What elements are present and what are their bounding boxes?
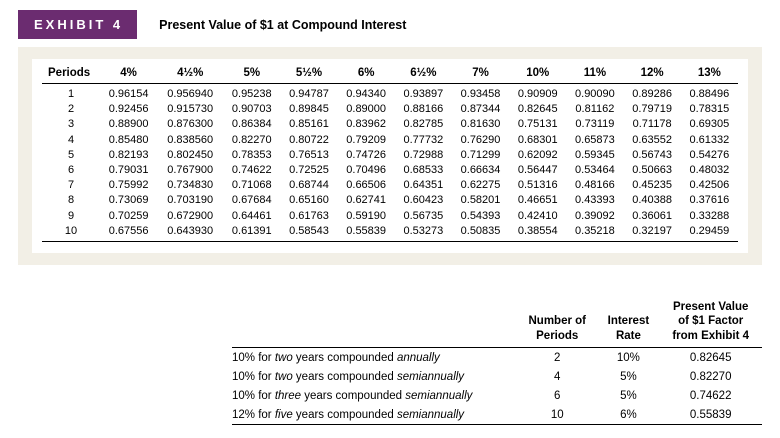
- pv-cell: 0.88166: [403, 103, 444, 116]
- pv-cell: 0.82270: [231, 133, 272, 146]
- pv-cell: 0.79209: [346, 133, 387, 146]
- pv-cell: 0.71299: [460, 148, 501, 161]
- table-row: [42, 178, 738, 193]
- pv-cell: 0.42506: [689, 179, 730, 192]
- pv-col-header-13: 13%: [681, 65, 738, 84]
- pv-cell: 0.35218: [566, 223, 623, 241]
- pv-cell: 0.64351: [403, 179, 444, 192]
- pv-cell: 0.39092: [575, 209, 615, 222]
- pv-cell: 0.78315: [689, 103, 730, 116]
- summary-rate: 5%: [620, 389, 637, 402]
- pv-period: 1: [67, 88, 75, 100]
- pv-cell: 0.54393: [460, 209, 501, 222]
- desc-pre: 10% for: [232, 351, 275, 364]
- desc-mid: years compounded: [301, 389, 406, 402]
- present-value-table: [42, 65, 738, 242]
- desc-emphasis-2: semiannually: [405, 389, 473, 402]
- pv-cell: 0.71068: [231, 179, 272, 192]
- pv-table-body: [42, 84, 738, 242]
- summary-col-header-rate: [597, 300, 659, 348]
- pv-cell: 0.36061: [632, 209, 672, 222]
- pv-cell: 0.876300: [167, 118, 214, 131]
- pv-cell: 0.61332: [689, 133, 730, 146]
- pv-col-header-5-5: 5½%: [280, 65, 337, 84]
- pv-cell: 0.51316: [517, 179, 558, 192]
- pv-cell: 0.37616: [689, 194, 730, 207]
- pv-cell: 0.77732: [403, 133, 444, 146]
- exhibit-header: [18, 10, 406, 39]
- pv-cell: 0.72525: [289, 163, 329, 176]
- pv-cell: 0.73069: [108, 194, 149, 207]
- summary-factor: 0.55839: [659, 405, 762, 425]
- pv-cell: 0.89845: [289, 103, 329, 116]
- pv-cell: 0.65873: [575, 133, 615, 146]
- pv-cell: 0.50663: [632, 163, 672, 176]
- table-row: [42, 102, 738, 117]
- table-row: [42, 193, 738, 208]
- factor-head-line2: of $1 Factor: [678, 315, 744, 328]
- pv-cell: 0.74726: [346, 148, 387, 161]
- periods-head-line2: Periods: [536, 329, 579, 342]
- summary-rate: 10%: [616, 351, 640, 364]
- summary-description: [232, 386, 517, 405]
- pv-cell: 0.45235: [632, 179, 672, 192]
- pv-col-header-4: 4%: [100, 65, 157, 84]
- pv-cell: 0.83962: [346, 118, 387, 131]
- table-row: [42, 84, 738, 102]
- table-row: [42, 208, 738, 223]
- pv-cell: 0.838560: [167, 133, 214, 146]
- pv-cell: 0.94340: [346, 88, 387, 100]
- pv-cell: 0.68533: [403, 163, 444, 176]
- pv-cell: 0.50835: [452, 223, 509, 241]
- table-row: [232, 386, 762, 405]
- pv-cell: 0.82645: [517, 103, 558, 116]
- pv-period: 6: [67, 163, 75, 176]
- pv-cell: 0.55839: [338, 223, 395, 241]
- factor-head-line3: from Exhibit 4: [672, 329, 750, 342]
- pv-cell: 0.62092: [517, 148, 558, 161]
- pv-period: 9: [67, 209, 75, 222]
- pv-col-header-5: 5%: [223, 65, 280, 84]
- table-row: [232, 348, 762, 368]
- pv-cell: 0.58543: [280, 223, 337, 241]
- desc-mid: years compounded: [292, 408, 397, 421]
- desc-mid: years compounded: [292, 351, 397, 364]
- pv-cell: 0.672900: [167, 209, 214, 222]
- pv-cell: 0.59190: [346, 209, 387, 222]
- pv-cell: 0.56735: [403, 209, 444, 222]
- exhibit-badge: EXHIBIT 4: [18, 10, 137, 39]
- pv-cell: 0.81630: [460, 118, 501, 131]
- pv-cell: 0.60423: [403, 194, 444, 207]
- pv-cell: 0.90703: [231, 103, 272, 116]
- table-row: [42, 223, 738, 241]
- pv-period: 10: [42, 223, 100, 241]
- pv-col-header-10: 10%: [509, 65, 566, 84]
- pv-cell: 0.74622: [231, 163, 272, 176]
- summary-periods: 10: [517, 405, 597, 425]
- pv-cell: 0.38554: [509, 223, 566, 241]
- pv-cell: 0.76290: [460, 133, 501, 146]
- pv-cell: 0.86384: [231, 118, 272, 131]
- pv-cell: 0.82785: [403, 118, 444, 131]
- desc-emphasis-1: two: [274, 370, 293, 383]
- table-row: [232, 405, 762, 425]
- desc-emphasis-1: two: [274, 351, 293, 364]
- pv-cell: 0.90909: [517, 88, 558, 100]
- pv-cell: 0.68301: [517, 133, 558, 146]
- pv-cell: 0.88496: [689, 88, 730, 100]
- pv-cell: 0.88900: [108, 118, 149, 131]
- pv-cell: 0.90090: [575, 88, 615, 100]
- pv-cell: 0.78353: [231, 148, 272, 161]
- pv-cell: 0.54276: [689, 148, 730, 161]
- factor-head-line1: Present Value: [672, 301, 749, 313]
- pv-cell: 0.81162: [575, 103, 615, 116]
- table-row: [42, 147, 738, 162]
- compounding-summary-table: [232, 300, 762, 425]
- desc-emphasis-2: annually: [396, 351, 440, 364]
- pv-cell: 0.73119: [575, 118, 615, 131]
- summary-periods: 6: [554, 389, 561, 402]
- summary-section: [232, 300, 762, 425]
- pv-cell: 0.93897: [403, 88, 444, 100]
- pv-cell: 0.85480: [108, 133, 149, 146]
- pv-cell: 0.96154: [108, 88, 149, 100]
- pv-period: 4: [67, 133, 75, 146]
- table-row: [232, 367, 762, 386]
- pv-cell: 0.643930: [157, 223, 223, 241]
- pv-cell: 0.59345: [575, 148, 615, 161]
- pv-cell: 0.75131: [517, 118, 558, 131]
- pv-cell: 0.802450: [167, 148, 214, 161]
- pv-cell: 0.53273: [395, 223, 452, 241]
- pv-cell: 0.79031: [108, 163, 149, 176]
- summary-periods: 4: [554, 370, 561, 383]
- desc-mid: years compounded: [292, 370, 397, 383]
- pv-cell: 0.79719: [632, 103, 672, 116]
- pv-col-header-6-5: 6½%: [395, 65, 452, 84]
- pv-period: 2: [67, 103, 75, 116]
- table-row: [42, 132, 738, 147]
- desc-pre: 12% for: [232, 408, 275, 421]
- pv-cell: 0.80722: [289, 133, 329, 146]
- summary-description: [232, 348, 517, 368]
- pv-cell: 0.76513: [289, 148, 329, 161]
- pv-cell: 0.66634: [460, 163, 501, 176]
- pv-cell: 0.29459: [681, 223, 738, 241]
- periods-head-line1: Number of: [528, 315, 586, 328]
- pv-cell: 0.33288: [689, 209, 730, 222]
- desc-pre: 10% for: [232, 389, 275, 402]
- pv-cell: 0.703190: [167, 194, 214, 207]
- pv-cell: 0.48032: [689, 163, 730, 176]
- table-row: [42, 117, 738, 132]
- pv-cell: 0.40388: [632, 194, 672, 207]
- pv-col-header-7: 7%: [452, 65, 509, 84]
- pv-cell: 0.67684: [231, 194, 272, 207]
- pv-cell: 0.89286: [632, 88, 672, 100]
- pv-cell: 0.915730: [167, 103, 214, 116]
- pv-cell: 0.89000: [346, 103, 387, 116]
- pv-cell: 0.56743: [632, 148, 672, 161]
- pv-cell: 0.69305: [689, 118, 730, 131]
- pv-cell: 0.63552: [632, 133, 672, 146]
- pv-cell: 0.93458: [460, 88, 501, 100]
- pv-cell: 0.67556: [100, 223, 157, 241]
- summary-col-header-description: [232, 300, 517, 348]
- pv-col-header-11: 11%: [566, 65, 623, 84]
- pv-cell: 0.71178: [632, 118, 672, 131]
- pv-col-header-6: 6%: [338, 65, 395, 84]
- pv-period: 3: [67, 118, 75, 131]
- pv-period: 7: [67, 179, 75, 192]
- summary-header-row: [232, 300, 762, 348]
- pv-cell: 0.95238: [231, 88, 272, 100]
- table-row: [42, 162, 738, 177]
- pv-cell: 0.70496: [346, 163, 387, 176]
- pv-cell: 0.56447: [517, 163, 558, 176]
- pv-cell: 0.94787: [289, 88, 329, 100]
- pv-cell: 0.956940: [167, 88, 214, 100]
- pv-cell: 0.65160: [289, 194, 329, 207]
- desc-emphasis-1: three: [274, 389, 302, 402]
- pv-cell: 0.32197: [624, 223, 681, 241]
- pv-table-container: [32, 59, 748, 253]
- summary-factor: 0.82645: [689, 351, 732, 364]
- pv-cell: 0.92456: [108, 103, 149, 116]
- rate-head-line2: Rate: [615, 329, 641, 342]
- pv-cell: 0.62275: [460, 179, 501, 192]
- pv-cell: 0.66506: [346, 179, 387, 192]
- rate-head-line1: Interest: [607, 315, 650, 328]
- pv-period: 5: [67, 148, 75, 161]
- pv-cell: 0.72988: [403, 148, 444, 161]
- pv-cell: 0.70259: [108, 209, 149, 222]
- pv-header-row: [42, 65, 738, 84]
- pv-cell: 0.68744: [289, 179, 329, 192]
- pv-cell: 0.42410: [517, 209, 558, 222]
- pv-cell: 0.85161: [289, 118, 329, 131]
- pv-col-header-periods: Periods: [42, 65, 100, 84]
- summary-rate: 6%: [597, 405, 659, 425]
- summary-rate: 5%: [620, 370, 637, 383]
- pv-cell: 0.53464: [575, 163, 615, 176]
- pv-cell: 0.734830: [167, 179, 214, 192]
- pv-cell: 0.767900: [167, 163, 214, 176]
- summary-factor: 0.82270: [689, 370, 732, 383]
- desc-emphasis-2: semiannually: [396, 370, 465, 383]
- summary-col-header-periods: [517, 300, 597, 348]
- summary-description: [232, 405, 517, 425]
- pv-period: 8: [67, 194, 75, 207]
- pv-cell: 0.82193: [108, 148, 149, 161]
- pv-cell: 0.64461: [231, 209, 272, 222]
- desc-emphasis-1: five: [274, 408, 293, 421]
- pv-cell: 0.48166: [575, 179, 615, 192]
- pv-cell: 0.61763: [289, 209, 329, 222]
- summary-table-body: [232, 348, 762, 425]
- desc-emphasis-2: semiannually: [396, 408, 465, 421]
- pv-cell: 0.61391: [223, 223, 280, 241]
- summary-factor: 0.74622: [689, 389, 732, 402]
- pv-cell: 0.43393: [575, 194, 615, 207]
- exhibit-title: Present Value of $1 at Compound Interest: [159, 17, 407, 32]
- pv-cell: 0.58201: [460, 194, 501, 207]
- pv-cell: 0.75992: [108, 179, 149, 192]
- desc-pre: 10% for: [232, 370, 275, 383]
- summary-col-header-factor: [659, 300, 762, 348]
- pv-cell: 0.87344: [460, 103, 501, 116]
- pv-cell: 0.46651: [517, 194, 558, 207]
- pv-col-header-12: 12%: [624, 65, 681, 84]
- pv-col-header-4-5: 4½%: [157, 65, 223, 84]
- pv-table-panel: [18, 47, 762, 265]
- summary-description: [232, 367, 517, 386]
- summary-periods: 2: [554, 351, 561, 364]
- pv-cell: 0.62741: [346, 194, 387, 207]
